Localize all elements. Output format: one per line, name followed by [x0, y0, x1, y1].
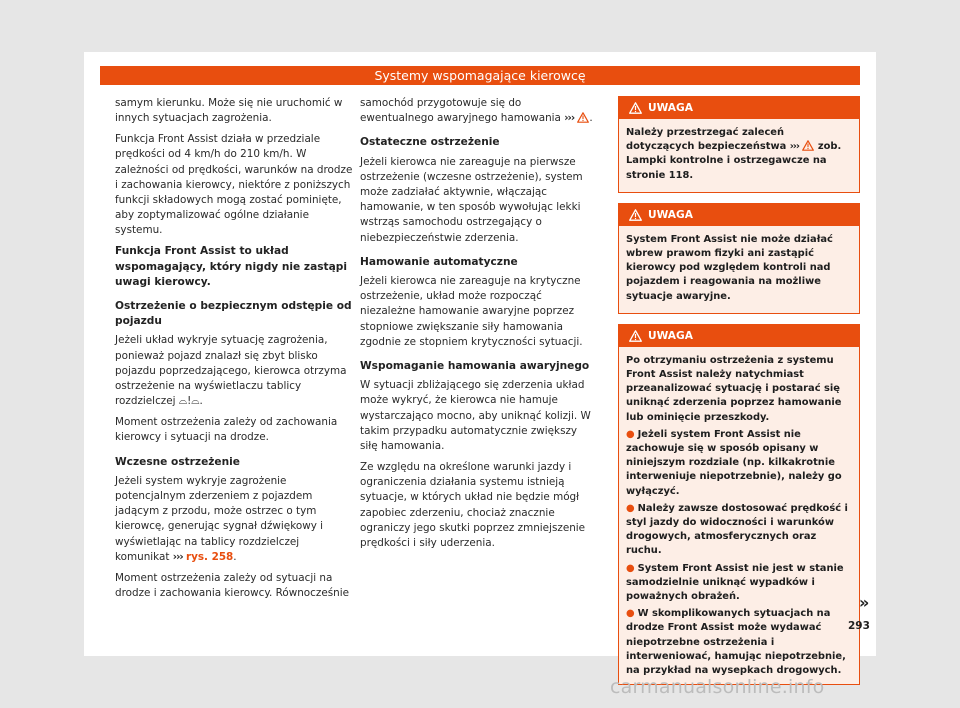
warning-body: Należy przestrzegać zaleceń dotyczących bezpieczeństwa ››› zob. Lampki kontrolne i ostrzegawcze na stronie 118.	[626, 127, 842, 181]
text-column-1	[115, 96, 353, 607]
bullet-item: ● W skomplikowanych sytuacjach na drodze Front Assist może wydawać niepotrzebne ostrzeżenia i interweniować, hamując niepotrzebnie, na przykład na wysepkach drogowych.	[626, 608, 846, 677]
warning-triangle-icon	[629, 330, 642, 342]
reference-arrows: ›››	[789, 141, 799, 153]
paragraph: Jeżeli system wykryje zagrożenie potencjalnym zderzeniem z pojazdem jadącym z przodu, może ostrzec o tym kierowcę, generując sygnał dźwiękowy i wyświetlając na tablicy rozdzielczej komunikat ››› rys. 258.	[115, 474, 324, 563]
page-number: 293	[848, 620, 870, 632]
paragraph: Jeżeli kierowca nie zareaguje na pierwsze ostrzeżenie (wczesne ostrzeżenie), system może zadziałać aktywnie, włączając hamowanie, w ten sposób wywołując lekki wstrząs samochodu ostrzegający o niebezpieczeństwie zderzenia.	[360, 155, 583, 244]
heading-emergency-brake-assist: Wspomaganie hamowania awaryjnego	[360, 360, 590, 373]
heading-early-warning: Wczesne ostrzeżenie	[115, 455, 240, 468]
warning-triangle-icon[interactable]	[802, 140, 814, 151]
text-column-2	[360, 96, 598, 557]
bullet-dot-icon: ●	[626, 608, 635, 620]
paragraph: W sytuacji zbliżającego się zderzenia układ może wykryć, że kierowca nie hamuje wystarczająco mocno, aby uniknąć kolizji. W takim przypadku automatycznie zwiększy siłę hamowania.	[360, 379, 591, 453]
paragraph: Jeżeli układ wykryje sytuację zagrożenia, ponieważ pojazd znalazł się zbyt blisko pojazdu poprzedzającego, kierowca otrzyma ostrzeżenie na wyświetlaczu tablicy rozdzielczej ⌓!⌓.	[115, 334, 347, 408]
paragraph: Funkcja Front Assist działa w przedziale prędkości od 4 km/h do 210 km/h. W zależności od prędkości, warunków na drodze i zachowania kierowcy, niektóre z poniższych funkcji składowych mogą zostać pominięte, aby zoptymalizować ogólne działanie systemu.	[115, 133, 353, 237]
paragraph: Moment ostrzeżenia zależy od zachowania kierowcy i sytuacji na drodze.	[115, 416, 338, 444]
warning-triangle-icon	[629, 209, 642, 221]
watermark: carmanualsonline.info	[610, 676, 825, 698]
paragraph: samym kierunku. Może się nie uruchomić w innych sytuacjach zagrożenia.	[115, 97, 343, 125]
bullet-item: ● Należy zawsze dostosować prędkość i styl jazdy do widoczności i warunków drogowych, atmosferycznych oraz ruchu.	[626, 502, 848, 557]
warning-title: UWAGA	[648, 329, 693, 342]
paragraph: Moment ostrzeżenia zależy od sytuacji na drodze i zachowania kierowcy. Równocześnie	[115, 571, 349, 600]
continue-arrow-icon: »	[859, 593, 870, 612]
heading-automatic-braking: Hamowanie automatyczne	[360, 255, 518, 268]
warning-box-3	[618, 324, 860, 685]
bullet-dot-icon: ●	[626, 562, 635, 574]
bullet-item: ● Jeżeli system Front Assist nie zachowuje się w sposób opisany w niniejszym rozdziale (np. kilkakrotnie interweniuje niepotrzebnie), należy go wyłączyć.	[626, 428, 842, 497]
bullet-dot-icon: ●	[626, 502, 635, 514]
figure-reference-link[interactable]: rys. 258	[185, 550, 234, 563]
paragraph: Jeżeli kierowca nie zareaguje na krytyczne ostrzeżenie, układ może rozpocząć niezależne hamowanie awaryjne poprzez stopniowe zwiększanie siły hamowania zgodnie ze stopniem krytyczności sytuacji.	[360, 275, 583, 348]
warning-header	[619, 97, 859, 119]
warning-box-1	[618, 96, 860, 193]
warning-triangle-icon	[629, 102, 642, 114]
warning-body: Po otrzymaniu ostrzeżenia z systemu Front Assist należy natychmiast przeanalizować sytuację i postarać się uniknąć zderzenia poprzez hamowanie lub ominięcie przeszkody. ● Jeżeli system Front Assist nie zachowuje się w sposób opisany w niniejszym rozdziale (np. kilkakrotnie interweniuje niepotrzebnie), należy go wyłączyć. ● Należy zawsze dostosować prędkość i styl jazdy do widoczności i warunków drogowych, atmosferycznych oraz ruchu. ● System Front Assist nie jest w stanie samodzielnie uniknąć wypadków i poważnych obrażeń. ● W skomplikowanych sytuacjach na drodze Front Assist może wydawać niepotrzebne ostrzeżenia i interweniować, hamując niepotrzebnie, na przykład na wysepkach drogowych.	[619, 347, 859, 684]
heading-distance-warning: Ostrzeżenie o bezpiecznym odstępie od pojazdu	[115, 300, 352, 328]
warnings-column	[618, 96, 860, 695]
warning-title: UWAGA	[648, 208, 693, 221]
bullet-dot-icon: ●	[626, 428, 635, 440]
distance-warning-icon: ⌓!⌓	[178, 395, 200, 408]
paragraph: samochód przygotowuje się do ewentualnego awaryjnego hamowania ››› .	[360, 97, 593, 125]
bold-note: Funkcja Front Assist to układ wspomagający, który nigdy nie zastąpi uwagi kierowcy.	[115, 245, 347, 288]
warning-triangle-icon[interactable]	[577, 112, 589, 123]
warning-box-2	[618, 203, 860, 314]
warning-title: UWAGA	[648, 102, 693, 114]
warning-header	[619, 325, 859, 347]
warning-body: System Front Assist nie może działać wbrew prawom fizyki ani zastąpić kierowcy pod względem kontroli nad pojazdem i reagowania na możliwe sytuacje awaryjne.	[626, 233, 833, 302]
reference-arrows: ›››	[564, 112, 575, 125]
heading-final-warning: Ostateczne ostrzeżenie	[360, 136, 500, 149]
bullet-item: ● System Front Assist nie jest w stanie samodzielnie uniknąć wypadków i poważnych obrażeń.	[626, 562, 844, 603]
section-header: Systemy wspomagające kierowcę	[100, 66, 860, 85]
paragraph: Ze względu na określone warunki jazdy i ograniczenia działania systemu istnieją sytuacje, w których układ nie będzie mógł zapobiec zderzeniu, chociaż znacznie ograniczy jego skutki poprzez zmniejszenie prędkości i siły uderzenia.	[360, 461, 586, 550]
reference-arrows: ›››	[172, 550, 183, 563]
warning-header	[619, 204, 859, 226]
